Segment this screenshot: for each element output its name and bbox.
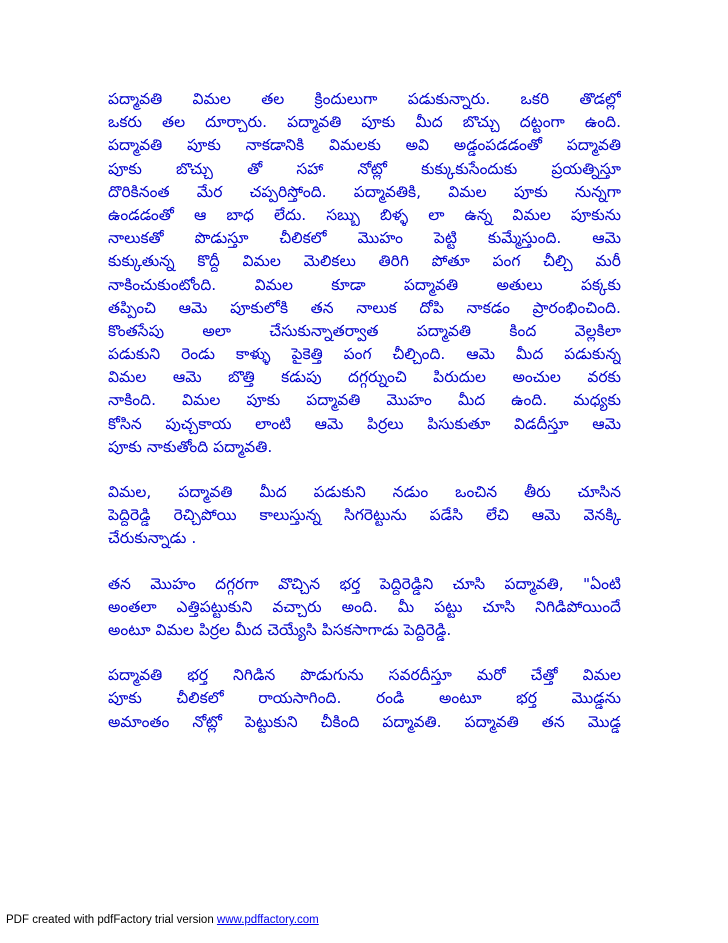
- text-line: పద్మావతి విమల తల క్రిందులుగా పడుకున్నారు. ఒకరి తొడల్లో: [108, 90, 621, 108]
- text-line: కోసిన పుచ్చకాయ లాంటి ఆమె పిర్రలు పిసుకుతూ విడదీస్తూ ఆమె: [108, 414, 621, 433]
- text-line: పూకు చీలికలో రాయసాగింది. రండి అంటూ భర్త మొడ్డను: [108, 689, 621, 708]
- text-line: తన మొహం దగ్గరగా వొచ్చిన భర్త పెద్దిరెడ్డిని చూసి పద్మావతి, "ఏంటి: [108, 574, 621, 593]
- text-line: విమల ఆమె బొత్తి కడుపు దగ్గర్నుంచి పిరుదుల అంచుల వరకు: [108, 368, 621, 387]
- text-line: నాకించుకుంటోంది. విమల కూడా పద్మావతి అతులు పక్కకు: [108, 275, 621, 294]
- paragraph: [108, 88, 621, 459]
- text-line: పూకు బొచ్చు తో సహా నోట్లో కుక్కుకుసేందుకు ప్రయత్నిస్తూ: [108, 159, 621, 178]
- paragraph: [108, 664, 621, 734]
- paragraph: [108, 481, 621, 551]
- text-line: పద్మావతి పూకు నాకడానికి విమలకు అవి అడ్డంపడడంతో పద్మావతి: [108, 136, 621, 155]
- text-line: నాలుకతో పొడుస్తూ చీలికలో మొహం పెట్టి కుమ్మేస్తుంది. ఆమె: [108, 229, 621, 248]
- footer-text: PDF created with pdfFactory trial version: [6, 914, 217, 926]
- footer-link[interactable]: www.pdffactory.com: [216, 914, 319, 926]
- text-line: అమాంతం నోట్లో పెట్టుకుని చీకింది పద్మావతి. పద్మావతి తన మొడ్డ: [108, 712, 621, 731]
- text-line: ఒకరు తల దూర్చారు. పద్మావతి పూకు మీద బొచ్చు దట్టంగా ఉంది.: [108, 113, 621, 132]
- text-line: కొంతసేపు అలా చేసుకున్నాతర్వాత పద్మావతి కింద వెల్లకిలా: [108, 321, 621, 340]
- body-text: [108, 88, 621, 756]
- text-line: అంతలా ఎత్తిపట్టుకుని వచ్చారు అంది. మీ పట్టు చూసి నిగిడిపోయిందే: [108, 597, 621, 616]
- text-line: పెద్దిరెడ్డి రెచ్చిపోయి కాలుస్తున్న సిగరెట్టును పడేసి లేచి ఆమె వెనక్కి: [108, 506, 621, 525]
- text-line: పడుకుని రెండు కాళ్ళు పైకెత్తి పంగ చీల్చింది. ఆమె మీద పడుకున్న: [108, 345, 621, 364]
- text-line: పూకు నాకుతోంది పద్మావతి.: [108, 437, 273, 456]
- text-line: నాకింది. విమల పూకు పద్మావతి మొహం మీద ఉంది. మధ్యకు: [108, 391, 621, 410]
- pdf-footer: [6, 914, 319, 926]
- text-line: దొరికినంత మేర చప్పరిస్తోంది. పద్మావతికి, విమల పూకు నున్నగా: [108, 182, 621, 201]
- text-line: ఉండడంతో ఆ బాధ లేదు. సబ్బు బిళ్ళ లా ఉన్న విమల పూకును: [108, 205, 621, 224]
- text-line: అంటూ విమల పిర్రల మీద చెయ్యేసి పిసకసాగాడు పెద్దిరెడ్డి.: [108, 620, 452, 639]
- text-line: పద్మావతి భర్త నిగిడిన పొడుగును సవరదీస్తూ మరో చేత్తో విమల: [108, 666, 621, 685]
- text-line: తప్పించి ఆమె పూకులోకి తన నాలుక దోపి నాకడం ప్రారంభించింది.: [108, 298, 621, 317]
- paragraph: [108, 573, 621, 643]
- text-line: చేరుకున్నాడు .: [108, 529, 197, 548]
- text-line: విమల, పద్మావతి మీద పడుకుని నడుం ఒంచిన తీరు చూసిన: [108, 483, 621, 501]
- text-line: కుక్కుతున్న కొద్దీ విమల మెలికలు తిరిగి పోతూ పంగ చీల్చి మరీ: [108, 252, 621, 271]
